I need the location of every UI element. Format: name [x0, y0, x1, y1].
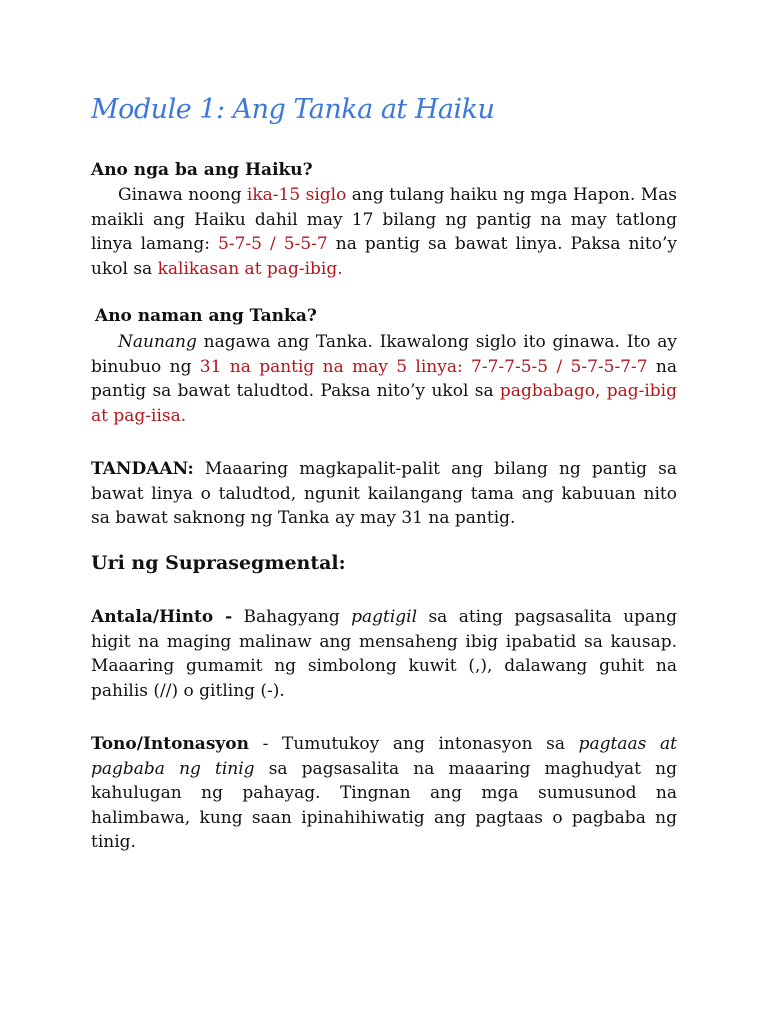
tanka-topic-highlight: pagbabago, pag-ibig at pag-iisa.: [91, 381, 677, 426]
haiku-syllable-highlight: 5-7-5 / 5-5-7: [218, 234, 328, 255]
tanka-heading: Ano naman ang Tanka?: [95, 306, 317, 326]
tono-label: Tono/Intonasyon: [91, 734, 249, 754]
antala-text-1: Bahagyang: [232, 607, 352, 627]
tandaan-paragraph: [91, 457, 677, 531]
haiku-paragraph: [91, 183, 677, 281]
suprasegmental-heading: Uri ng Suprasegmental:: [91, 552, 346, 574]
tandaan-label: TANDAAN:: [91, 459, 194, 479]
tono-paragraph: [91, 732, 677, 855]
tono-text-2: sa pagsasalita na maaaring maghudyat ng kahulugan ng pahayag. Tingnan ang mga sumusunod na halimbawa, kung saan ipinahihiwatig ang pagtaas o pagbaba ng tinig.: [91, 758, 677, 853]
tanka-syllable-highlight: 31 na pantig na may 5 linya: 7-7-7-5-5 / 5-7-5-7-7: [199, 356, 648, 377]
tanka-italic-word: Naunang: [118, 332, 197, 352]
haiku-century-highlight: ika-15 siglo: [246, 185, 347, 205]
haiku-text-1: Ginawa noong: [118, 185, 247, 205]
tono-text-1: - Tumutukoy ang intonasyon sa: [248, 734, 579, 754]
antala-label: Antala/Hinto -: [91, 607, 233, 627]
antala-text-2: sa ating pagsasalita upang higit na maging malinaw ang mensaheng ibig ipabatid sa kausap. Maaaring gumamit ng simbolong kuwit (,), dalawang guhit na pahilis (//) o gitling (-).: [91, 607, 677, 701]
tanka-paragraph: [91, 330, 677, 428]
tono-italic: pagtaas at pagbaba ng tinig: [91, 734, 677, 779]
antala-paragraph: [91, 605, 677, 703]
module-title: Module 1: Ang Tanka at Haiku: [91, 94, 495, 125]
haiku-topic-highlight: kalikasan at pag-ibig.: [157, 258, 343, 279]
haiku-text-2: ang tulang haiku ng mga Hapon. Mas maikli ang Haiku dahil may 17 bilang ng pantig na may tatlong linya lamang:: [91, 185, 677, 255]
tanka-text-2: na pantig sa bawat taludtod. Paksa nito’y ukol sa: [91, 356, 678, 402]
haiku-text-3: na pantig sa bawat linya. Paksa nito’y ukol sa: [91, 234, 677, 279]
tandaan-text: Maaaring magkapalit-palit ang bilang ng pantig sa bawat linya o taludtod, ngunit kailangang tama ang kabuuan nito sa bawat saknong ng Tanka ay may 31 na pantig.: [91, 459, 677, 529]
haiku-heading: Ano nga ba ang Haiku?: [91, 160, 313, 180]
antala-italic: pagtigil: [351, 607, 418, 627]
tanka-text-1: nagawa ang Tanka. Ikawalong siglo ito ginawa. Ito ay binubuo ng: [91, 332, 677, 377]
